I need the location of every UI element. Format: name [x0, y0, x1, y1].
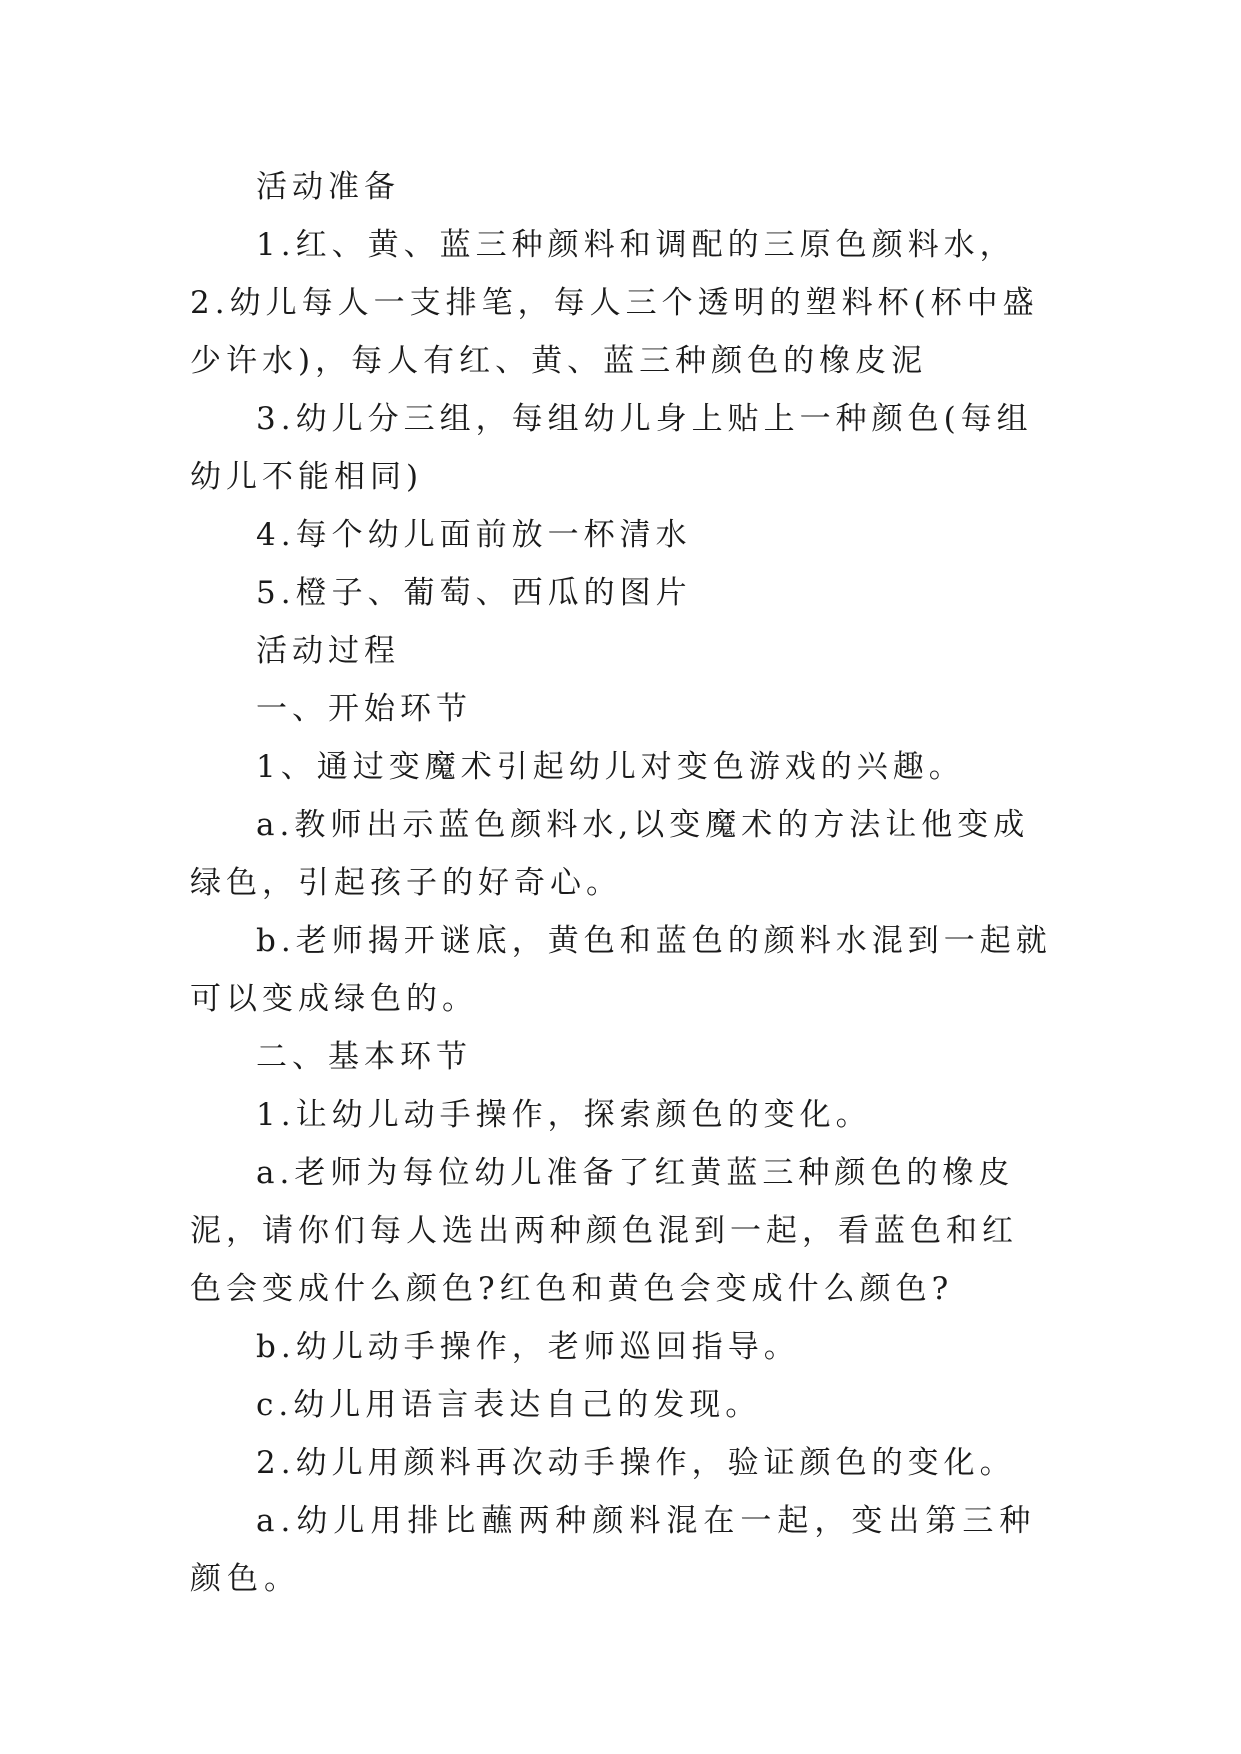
- basic-step-2: 2.幼儿用颜料再次动手操作，验证颜色的变化。: [256, 1445, 1016, 1481]
- section-heading-basic: 二、基本环节: [256, 1039, 472, 1075]
- basic-step-1: 1.让幼儿动手操作，探索颜色的变化。: [256, 1097, 872, 1133]
- opening-step-1: 1、通过变魔术引起幼儿对变色游戏的兴趣。: [256, 749, 965, 785]
- section-heading-opening: 一、开始环节: [256, 691, 472, 727]
- document-body: [190, 158, 1052, 1608]
- preparation-item-3: 3.幼儿分三组，每组幼儿身上贴上一种颜色(每组幼儿不能相同): [190, 401, 1033, 495]
- opening-step-1b: b.老师揭开谜底，黄色和蓝色的颜料水混到一起就可以变成绿色的。: [190, 923, 1052, 1017]
- preparation-item-1-2: 1.红、黄、蓝三种颜料和调配的三原色颜料水，2.幼儿每人一支排笔，每人三个透明的塑料杯(杯中盛少许水)，每人有红、黄、蓝三种颜色的橡皮泥: [190, 227, 1039, 379]
- basic-step-1c: c.幼儿用语言表达自己的发现。: [256, 1387, 762, 1423]
- basic-step-1b: b.幼儿动手操作，老师巡回指导。: [256, 1329, 800, 1365]
- basic-step-2a: a.幼儿用排比蘸两种颜料混在一起，变出第三种颜色。: [190, 1503, 1037, 1597]
- preparation-item-4: 4.每个幼儿面前放一杯清水: [256, 517, 692, 553]
- basic-step-1a: a.老师为每位幼儿准备了红黄蓝三种颜色的橡皮泥，请你们每人选出两种颜色混到一起，看蓝色和红色会变成什么颜色?红色和黄色会变成什么颜色?: [190, 1155, 1018, 1307]
- heading-activity-preparation: 活动准备: [256, 169, 400, 205]
- opening-step-1a: a.教师出示蓝色颜料水,以变魔术的方法让他变成绿色，引起孩子的好奇心。: [190, 807, 1030, 901]
- preparation-item-5: 5.橙子、葡萄、西瓜的图片: [256, 575, 692, 611]
- heading-activity-process: 活动过程: [256, 633, 400, 669]
